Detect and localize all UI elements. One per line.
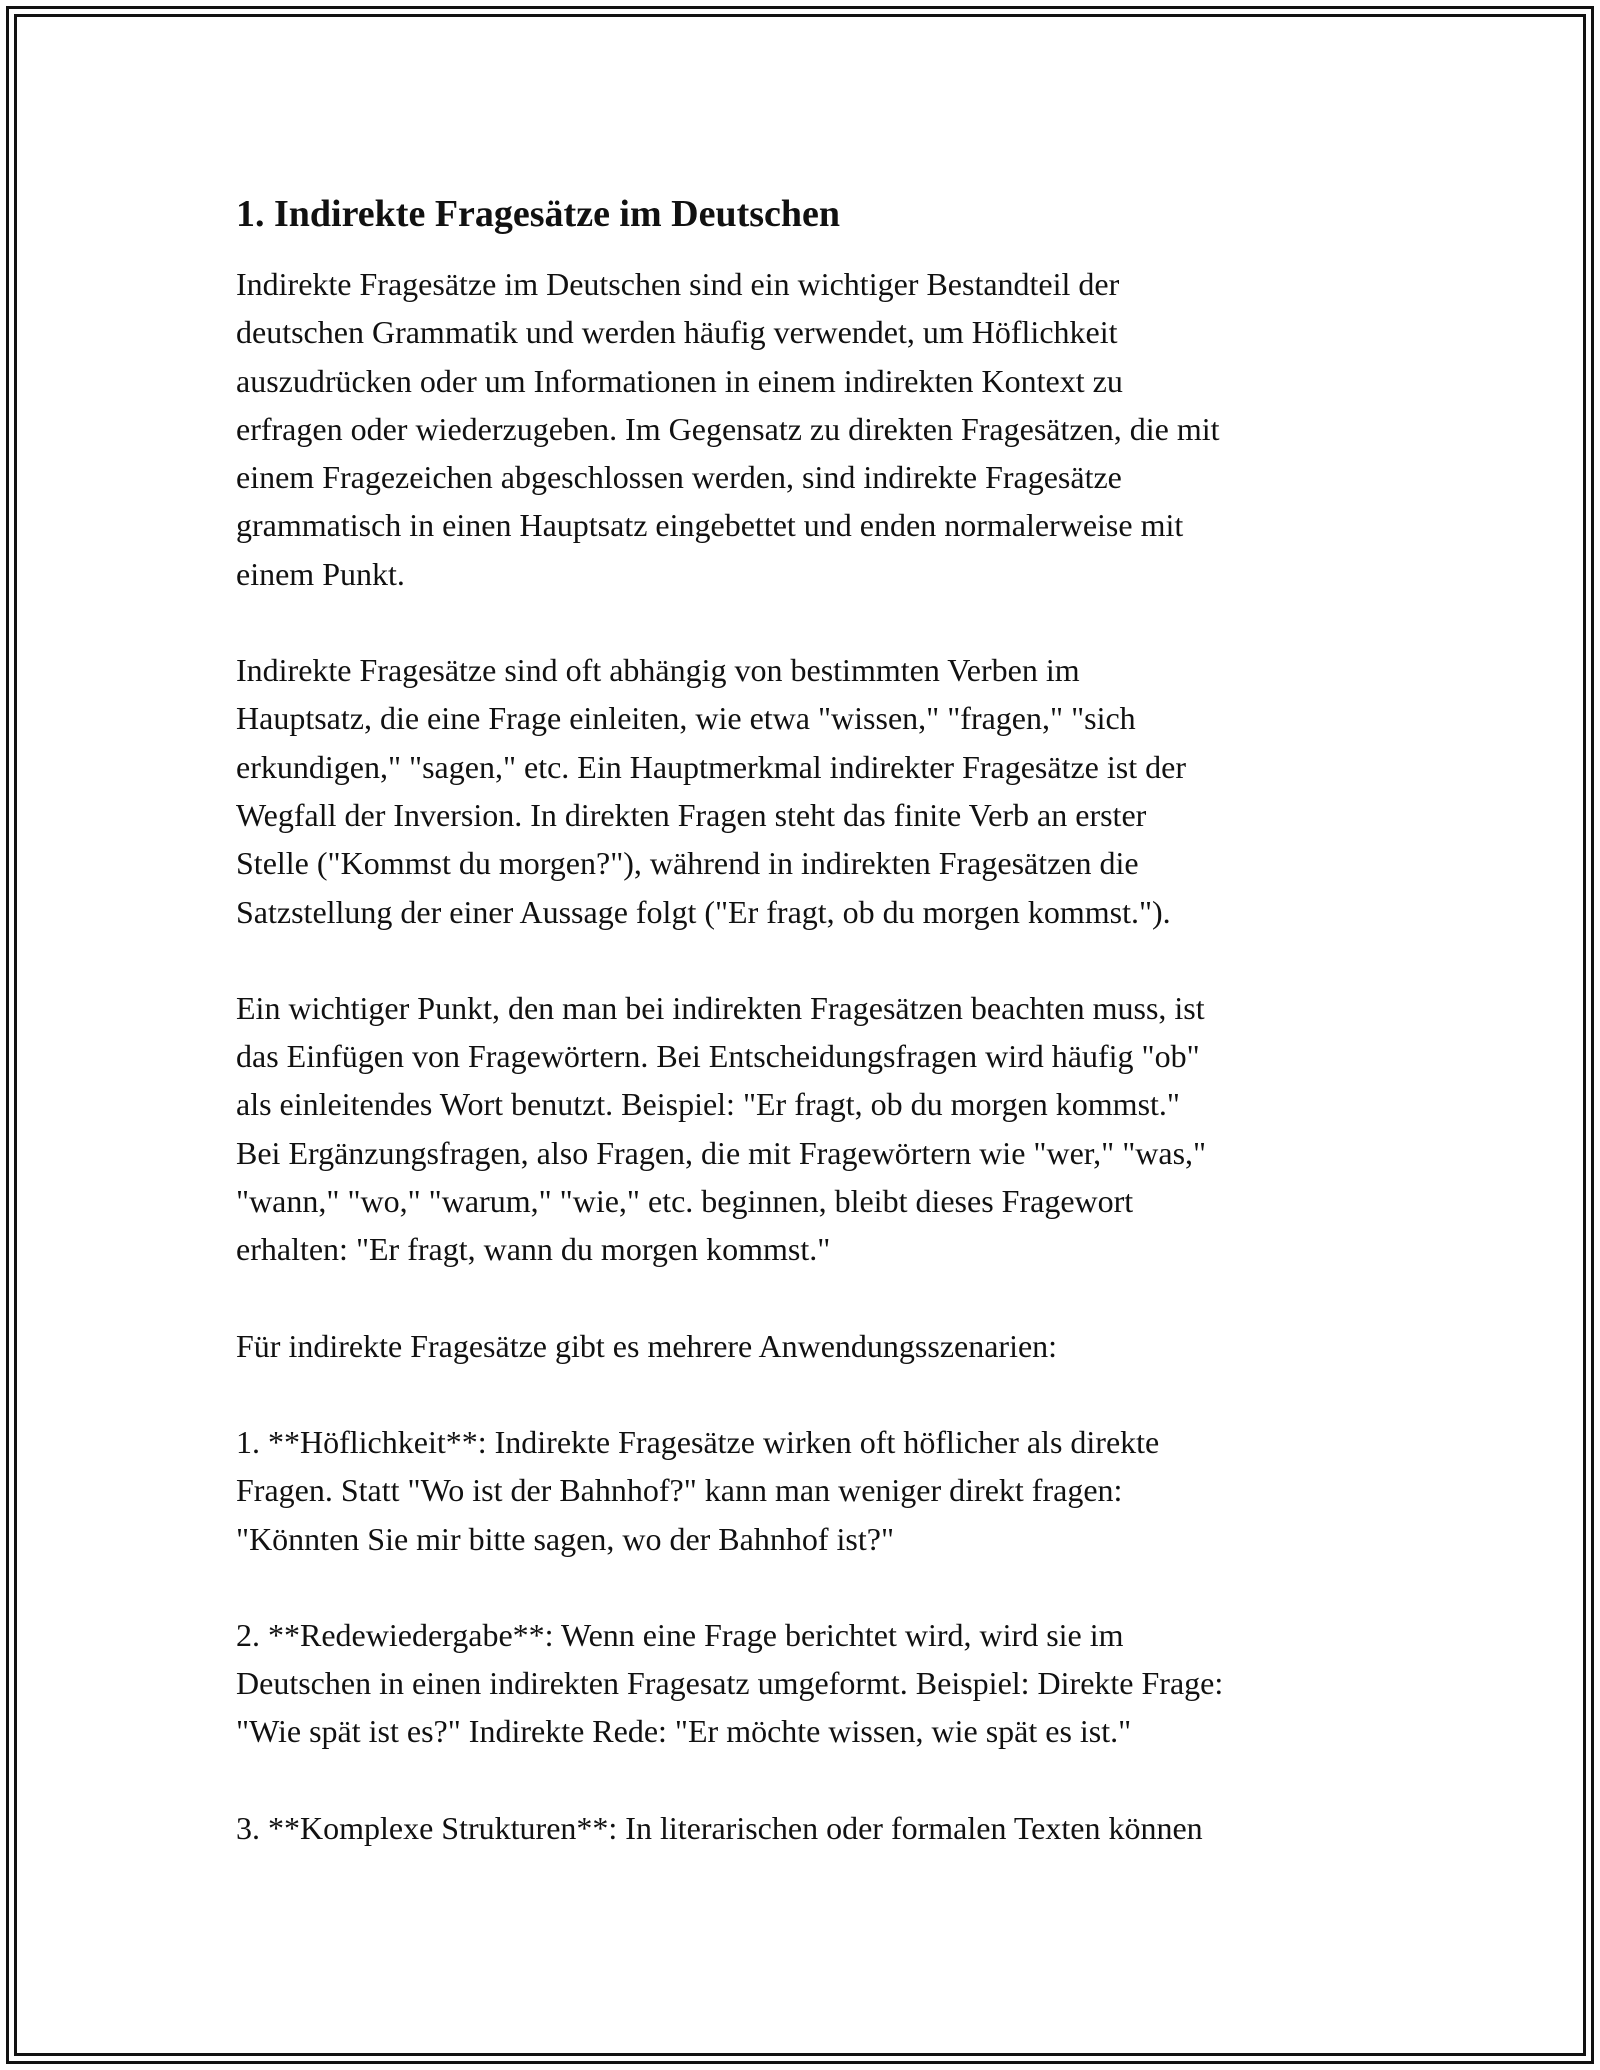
- paragraph-intro: Indirekte Fragesätze im Deutschen sind ein wichtiger Bestandteil der deutschen Grammatik und werden häufig verwendet, um Höflichkeit auszudrücken oder um Informationen in einem indirekten Kontext zu erfragen oder wiederzugeben. Im Gegensatz zu direkten Fragesätzen, die mit einem Fragezeichen abgeschlossen werden, sind indirekte Fragesätze grammatisch in einen Hauptsatz eingebettet und enden normalerweise mit einem Punkt.: [236, 266, 1220, 592]
- section-heading: 1. Indirekte Fragesätze im Deutschen: [236, 193, 841, 235]
- document-body: [236, 188, 1376, 1900]
- paragraph-scenarios-intro: Für indirekte Fragesätze gibt es mehrere Anwendungsszenarien:: [236, 1327, 1058, 1364]
- list-item-reported-speech: 2. **Redewiedergabe**: Wenn eine Frage berichtet wird, wird sie im Deutschen in einen indirekten Fragesatz umgeformt. Beispiel: Direkte Frage: "Wie spät ist es?" Indirekte Rede: "Er möchte wissen, wie spät es ist.": [236, 1616, 1224, 1750]
- paragraph-verbs-inversion: Indirekte Fragesätze sind oft abhängig von bestimmten Verben im Hauptsatz, die eine Frage einleiten, wie etwa "wissen," "fragen," "sich erkundigen," "sagen," etc. Ein Hauptmerkmal indirekter Fragesätze ist der Wegfall der Inversion. In direkten Fragen steht das finite Verb an erster Stelle ("Kommst du morgen?"), während in indirekten Fragesätzen die Satzstellung der einer Aussage folgt ("Er fragt, ob du morgen kommst.").: [236, 652, 1186, 930]
- paragraph-question-words: Ein wichtiger Punkt, den man bei indirekten Fragesätzen beachten muss, ist das Einfügen von Fragewörtern. Bei Entscheidungsfragen wird häufig "ob" als einleitendes Wort benutzt. Beispiel: "Er fragt, ob du morgen kommst." Bei Ergänzungsfragen, also Fragen, die mit Fragewörtern wie "wer," "was," "wann," "wo," "warum," "wie," etc. beginnen, bleibt dieses Fragewort erhalten: "Er fragt, wann du morgen kommst.": [236, 989, 1207, 1268]
- list-item-politeness: 1. **Höflichkeit**: Indirekte Fragesätze wirken oft höflicher als direkte Fragen. Statt "Wo ist der Bahnhof?" kann man weniger direkt fragen: "Könnten Sie mir bitte sagen, wo der Bahnhof ist?": [236, 1423, 1160, 1557]
- list-item-complex-structures: 3. **Komplexe Strukturen**: In literarischen oder formalen Texten können: [236, 1809, 1203, 1846]
